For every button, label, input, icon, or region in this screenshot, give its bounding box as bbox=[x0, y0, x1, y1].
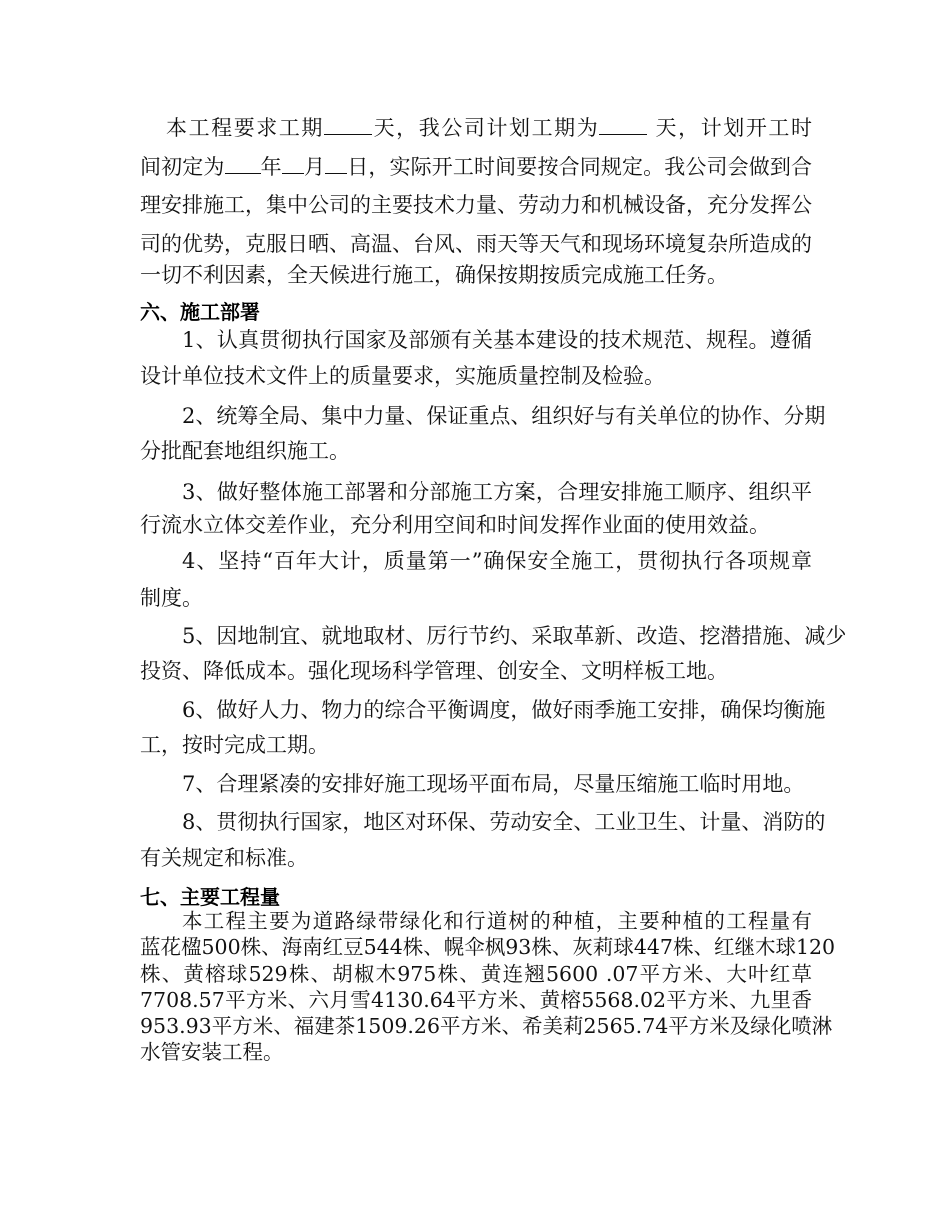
quantities-line-2: 蓝花楹500株、海南红豆544株、幌伞枫93株、灰莉球447株、红继木球120 bbox=[140, 935, 836, 959]
item-1-line-1: 1、认真贯彻执行国家及部颁有关基本建设的技术规范、规程。遵循 bbox=[182, 328, 812, 352]
item-4-line-1: 4、坚持“百年大计，质量第一”确保安全施工，贯彻执行各项规章 bbox=[182, 549, 812, 573]
item-7-line-1: 7、合理紧凑的安排好施工现场平面布局，尽量压缩施工临时用地。 bbox=[182, 772, 805, 796]
quantities-line-4: 7708.57平方米、六月雪4130.64平方米、黄榕5568.02平方米、九里香 bbox=[140, 988, 812, 1012]
quantities-line-3: 株、黄榕球529株、胡椒木975株、黄连翘5600 .07平方米、大叶红草 bbox=[140, 962, 812, 986]
text: 本工程要求工期 bbox=[166, 116, 325, 140]
item-8-line-1: 8、贯彻执行国家，地区对环保、劳动安全、工业卫生、计量、消防的 bbox=[182, 810, 826, 834]
quantities-line-1: 本工程主要为道路绿带绿化和行道树的种植，主要种植的工程量有 bbox=[182, 909, 812, 933]
item-2-line-2: 分批配套地组织施工。 bbox=[140, 439, 350, 463]
item-1-line-2: 设计单位技术文件上的质量要求，实施质量控制及检验。 bbox=[140, 364, 665, 388]
intro-line-4: 司的优势，克服日晒、高温、台风、雨天等天气和现场环境复杂所造成的 bbox=[140, 232, 812, 256]
item-6-line-2: 工，按时完成工期。 bbox=[140, 733, 329, 757]
section-6-heading: 六、施工部署 bbox=[140, 300, 260, 324]
text: 天，计划开工时 bbox=[647, 116, 812, 140]
item-3-line-1: 3、做好整体施工部署和分部施工方案，合理安排施工顺序、组织平 bbox=[182, 480, 812, 504]
intro-line-3: 理安排施工，集中公司的主要技术力量、劳动力和机械设备，充分发挥公 bbox=[140, 193, 812, 217]
item-2-line-1: 2、统筹全局、集中力量、保证重点、组织好与有关单位的协作、分期 bbox=[182, 404, 826, 428]
blank-day bbox=[325, 153, 347, 174]
quantities-line-5: 953.93平方米、福建茶1509.26平方米、希美莉2565.74平方米及绿化喷淋 bbox=[140, 1014, 833, 1038]
item-4-line-2: 制度。 bbox=[140, 586, 203, 610]
blank-month bbox=[282, 153, 304, 174]
item-5-line-1: 5、因地制宜、就地取材、厉行节约、采取革新、改造、挖潜措施、减少 bbox=[182, 624, 847, 648]
item-5-line-2: 投资、降低成本。强化现场科学管理、创安全、文明样板工地。 bbox=[140, 659, 728, 683]
intro-line-5: 一切不利因素，全天候进行施工，确保按期按质完成施工任务。 bbox=[140, 263, 728, 287]
item-6-line-1: 6、做好人力、物力的综合平衡调度，做好雨季施工安排，确保均衡施 bbox=[182, 698, 826, 722]
section-7-heading: 七、主要工程量 bbox=[140, 885, 280, 909]
intro-line-1 bbox=[166, 114, 812, 141]
item-3-line-2: 行流水立体交差作业，充分利用空间和时间发挥作业面的使用效益。 bbox=[140, 513, 770, 537]
text: 天，我公司计划工期为 bbox=[372, 116, 600, 140]
blank-duration-required bbox=[324, 114, 372, 135]
blank-duration-planned bbox=[599, 114, 647, 135]
blank-year bbox=[225, 153, 261, 174]
intro-line-2 bbox=[140, 153, 812, 180]
text: 月 bbox=[303, 155, 326, 179]
text: 间初定为 bbox=[140, 155, 225, 179]
text: 日，实际开工时间要按合同规定。我公司会做到合 bbox=[347, 155, 813, 179]
quantities-line-6: 水管安装工程。 bbox=[140, 1040, 284, 1064]
text: 年 bbox=[260, 155, 282, 179]
item-8-line-2: 有关规定和标准。 bbox=[140, 846, 308, 870]
